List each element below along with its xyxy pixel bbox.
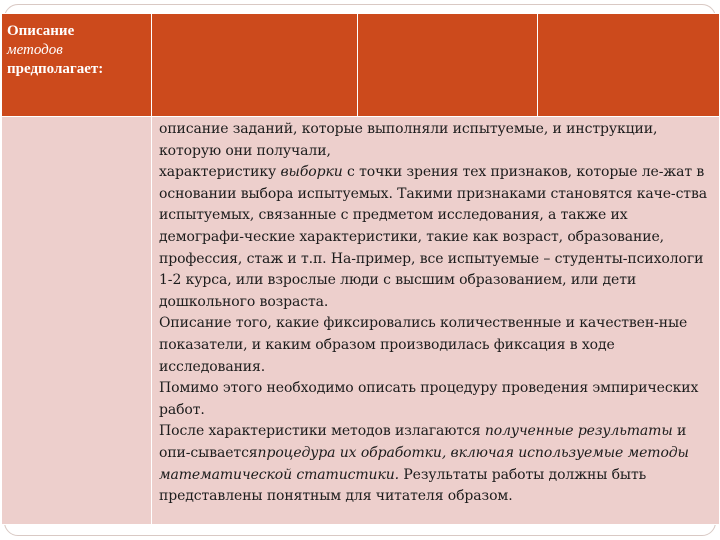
p2-text-a: характеристику	[159, 164, 281, 181]
methods-table	[1, 13, 720, 525]
p5-text-b: полученные результаты	[484, 423, 673, 440]
body-cell-empty	[2, 117, 152, 525]
p5-text-c: и опи-сывается	[159, 423, 687, 461]
p5-text-e: Результаты работы должны быть представлены понятным для читателя образом.	[159, 466, 647, 505]
header-line-3: предполагает:	[7, 61, 104, 77]
p2-text-c: с точки зрения тех признаков, которые ле-жат в основании выбора испытуемых. Такими признаками становятся каче-ства испытуемых, связанные с предметом исследования, а также их демографи-ческие характеристики, такие как возраст, образование, профессия, стаж и т.п. На-пример, все испытуемые – студенты-психологи 1-2 курса, или взрослые люди с высшим образованием, или дети дошкольного возраста.	[159, 164, 707, 310]
header-cell-3	[358, 14, 538, 117]
header-line-2: методов	[7, 42, 63, 58]
p5-text-a: После характеристики методов излагаются	[159, 423, 485, 440]
table-body-row	[2, 117, 720, 525]
paragraph-2	[159, 162, 713, 313]
p2-text-b: выборки	[280, 164, 343, 181]
p5-text-d: процедура их обработки, включая используемые методы математической статистики.	[159, 444, 689, 483]
table-header-row	[2, 14, 720, 117]
paragraph-5	[159, 421, 713, 507]
header-cell-2	[152, 14, 358, 117]
header-cell-4	[538, 14, 720, 117]
body-cell-content	[152, 117, 720, 525]
paragraph-3: Описание того, какие фиксировались количественные и качествен-ные показатели, и каким образом производилась фиксация в ходе исследования.	[159, 315, 688, 375]
header-line-1: Описание	[7, 23, 75, 39]
paragraph-4: Помимо этого необходимо описать процедуру проведения эмпирических работ.	[159, 380, 699, 418]
paragraph-1: описание заданий, которые выполняли испытуемые, и инструкции, которую они получали,	[159, 121, 658, 159]
header-cell-title	[2, 14, 152, 117]
